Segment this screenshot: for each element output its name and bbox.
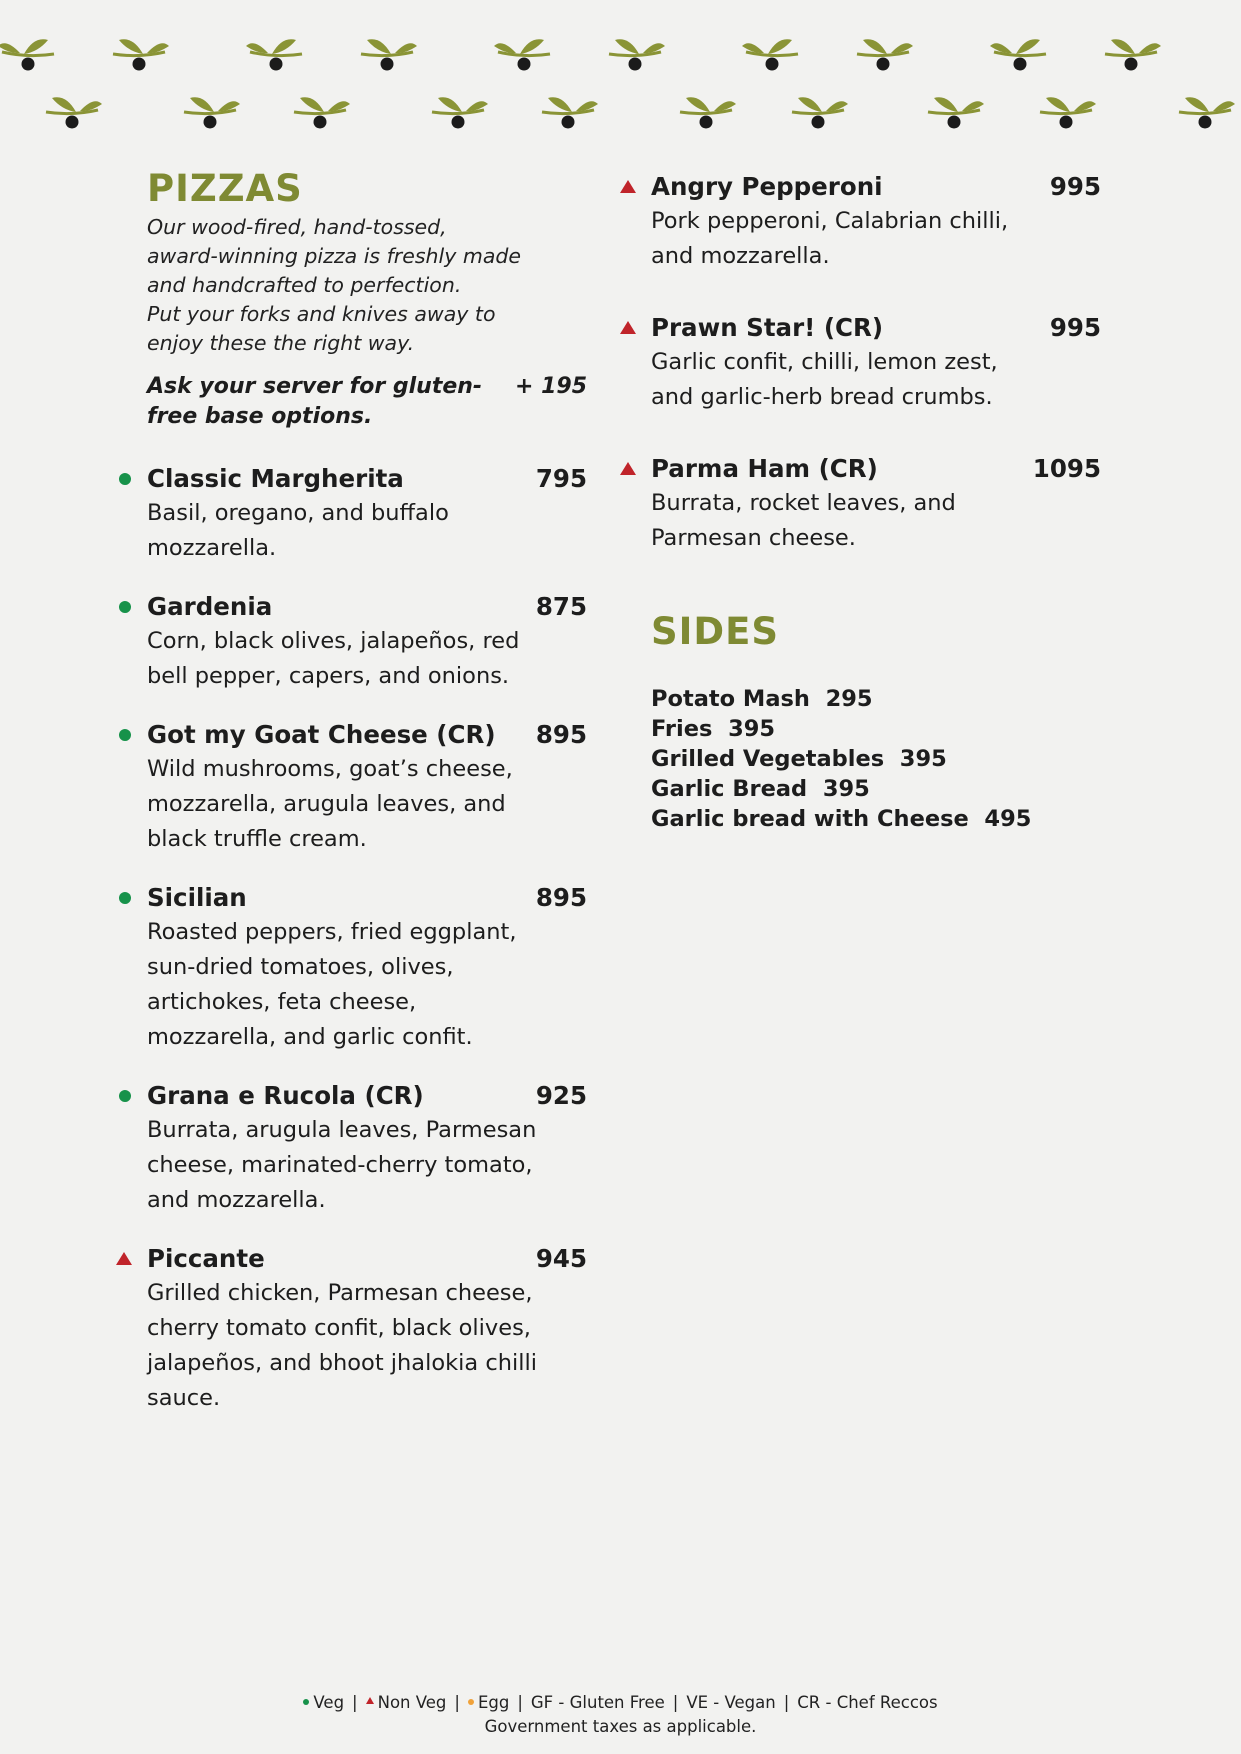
item-name: Gardenia (147, 592, 273, 621)
menu-item (147, 881, 587, 1055)
non-veg-icon (366, 1697, 374, 1704)
gluten-free-text: Ask your server for gluten-free base options. (147, 374, 483, 429)
veg-icon (119, 473, 131, 485)
gluten-free-note (147, 372, 587, 432)
pizzas-title: PIZZAS (147, 167, 303, 210)
intro-line: enjoy these the right way. (147, 331, 415, 355)
veg-icon (119, 1090, 131, 1102)
item-name: Got my Goat Cheese (CR) (147, 720, 496, 749)
olive-sprig-icon (1040, 97, 1096, 128)
olive-sprig-icon (928, 97, 984, 128)
veg-icon (119, 892, 131, 904)
item-name: Piccante (147, 1244, 265, 1273)
olive-sprig-icon (542, 97, 598, 128)
left-column (147, 167, 587, 1416)
pizzas-intro (147, 213, 587, 358)
item-name: Classic Margherita (147, 464, 404, 493)
olive-sprig-icon (361, 39, 417, 70)
legend-veg: Veg (313, 1693, 345, 1712)
item-description: Roasted peppers, fried eggplant, sun-dried tomatoes, olives, artichokes, feta cheese, mozzarella, and garlic confit. (147, 919, 517, 1050)
item-price: 945 (535, 1244, 587, 1273)
menu-item (147, 718, 587, 857)
egg-icon (468, 1699, 474, 1705)
olive-sprig-icon (294, 97, 350, 128)
olive-sprig-icon (1105, 39, 1161, 70)
olive-sprig-icon (857, 39, 913, 70)
side-price: 395 (822, 776, 870, 802)
side-item (651, 714, 1101, 744)
legend-nonveg: Non Veg (377, 1693, 447, 1712)
sides-list (651, 684, 1101, 834)
item-description: Grilled chicken, Parmesan cheese, cherry tomato confit, black olives, jalapeños, and bhoot jhalokia chilli sauce. (147, 1280, 537, 1411)
side-item (651, 744, 1101, 774)
menu-item (147, 590, 587, 694)
item-price: 895 (535, 883, 587, 912)
side-price: 395 (728, 716, 776, 742)
side-name: Fries (651, 716, 713, 742)
intro-line: Our wood-fired, hand-tossed, (147, 215, 447, 239)
olive-sprig-icon (680, 97, 736, 128)
side-price: 495 (984, 806, 1032, 832)
item-name: Angry Pepperoni (651, 172, 883, 201)
item-description: Wild mushrooms, goat’s cheese, mozzarella, arugula leaves, and black truffle cream. (147, 756, 513, 852)
olive-sprig-icon (609, 39, 665, 70)
item-price: 875 (535, 592, 587, 621)
veg-icon (119, 729, 131, 741)
olive-branch-border (0, 0, 1241, 140)
item-description: Burrata, arugula leaves, Parmesan cheese, marinated-cherry tomato, and mozzarella. (147, 1117, 537, 1213)
menu-item (651, 170, 1101, 274)
olive-sprig-icon (46, 97, 102, 128)
legend-cr: CR - Chef Reccos (797, 1693, 938, 1712)
olive-sprig-icon (792, 97, 848, 128)
footer (0, 1691, 1241, 1739)
olive-sprig-icon (0, 39, 54, 70)
tax-note: Government taxes as applicable. (484, 1717, 757, 1736)
intro-line: award-winning pizza is freshly made (147, 244, 522, 268)
legend-egg: Egg (477, 1693, 510, 1712)
item-description: Garlic confit, chilli, lemon zest, and garlic-herb bread crumbs. (651, 349, 998, 410)
item-description: Burrata, rocket leaves, and Parmesan cheese. (651, 490, 956, 551)
side-item (651, 804, 1101, 834)
menu-item (651, 311, 1101, 415)
olive-sprig-icon (990, 39, 1046, 70)
item-price: 1095 (1032, 454, 1101, 483)
item-name: Prawn Star! (CR) (651, 313, 884, 342)
item-description: Basil, oregano, and buffalo mozzarella. (147, 500, 449, 561)
side-item (651, 774, 1101, 804)
item-name: Sicilian (147, 883, 247, 912)
item-price: 895 (535, 720, 587, 749)
side-item (651, 684, 1101, 714)
side-price: 395 (899, 746, 947, 772)
side-name: Potato Mash (651, 686, 810, 712)
side-price: 295 (825, 686, 873, 712)
menu-item (651, 452, 1101, 556)
non-veg-icon (620, 462, 636, 475)
menu-item (147, 462, 587, 566)
side-name: Garlic Bread (651, 776, 808, 802)
side-name: Garlic bread with Cheese (651, 806, 969, 832)
item-price: 795 (535, 464, 587, 493)
non-veg-icon (116, 1252, 132, 1265)
dietary-legend: Veg | Non Veg | Egg | GF - Gluten Free | VE - Vegan | CR - Chef Reccos (0, 1691, 1241, 1715)
sides-title: SIDES (651, 610, 780, 653)
item-name: Parma Ham (CR) (651, 454, 878, 483)
gluten-free-price: + 195 (514, 374, 587, 399)
legend-gf: GF - Gluten Free (530, 1693, 665, 1712)
right-column (651, 170, 1101, 834)
intro-line: Put your forks and knives away to (147, 302, 496, 326)
intro-line: and handcrafted to perfection. (147, 273, 462, 297)
olive-sprig-icon (184, 97, 240, 128)
item-price: 995 (1049, 313, 1101, 342)
olive-sprig-icon (113, 39, 169, 70)
veg-icon (303, 1699, 309, 1705)
olive-sprig-icon (432, 97, 488, 128)
item-price: 995 (1049, 172, 1101, 201)
non-veg-icon (620, 180, 636, 193)
legend-ve: VE - Vegan (686, 1693, 776, 1712)
item-price: 925 (535, 1081, 587, 1110)
side-name: Grilled Vegetables (651, 746, 885, 772)
olive-sprig-icon (1179, 97, 1235, 128)
menu-item (147, 1242, 587, 1416)
non-veg-icon (620, 321, 636, 334)
olive-sprig-icon (742, 39, 798, 70)
item-name: Grana e Rucola (CR) (147, 1081, 424, 1110)
olive-sprig-icon (246, 39, 302, 70)
item-description: Corn, black olives, jalapeños, red bell pepper, capers, and onions. (147, 628, 520, 689)
item-description: Pork pepperoni, Calabrian chilli, and mozzarella. (651, 208, 1009, 269)
menu-item (147, 1079, 587, 1218)
olive-sprig-icon (494, 39, 550, 70)
veg-icon (119, 601, 131, 613)
